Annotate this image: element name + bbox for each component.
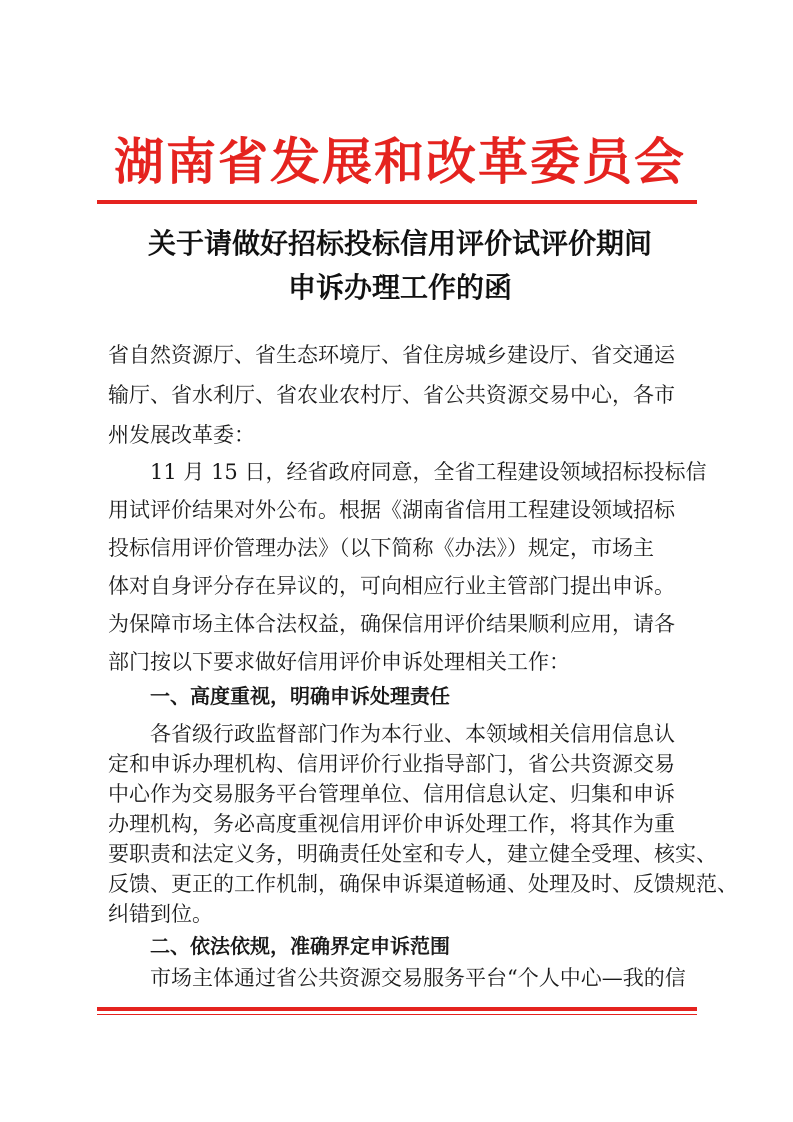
paragraph-1-line-2: 用试评价结果对外公布。根据《湖南省信用工程建设领域招标 <box>108 498 675 522</box>
footer-red-rule-thin <box>97 1014 697 1015</box>
section-heading-2: 二、依法依规，准确界定申诉范围 <box>150 934 450 958</box>
paragraph-2-line-3: 中心作为交易服务平台管理单位、信用信息认定、归集和申诉 <box>108 782 675 806</box>
paragraph-1-line-1: 11 月 15 日，经省政府同意，全省工程建设领域招标投标信 <box>150 460 707 484</box>
header-red-rule <box>97 200 697 204</box>
paragraph-2-line-4: 办理机构，务必高度重视信用评价申诉处理工作，将其作为重 <box>108 812 675 836</box>
paragraph-2-line-1: 各省级行政监督部门作为本行业、本领域相关信用信息认 <box>150 722 675 746</box>
org-header-title: 湖南省发展和改革委员会 <box>114 132 686 191</box>
paragraph-2-line-2: 定和申诉办理机构、信用评价行业指导部门，省公共资源交易 <box>108 752 675 776</box>
paragraph-2-line-6: 反馈、更正的工作机制，确保申诉渠道畅通、处理及时、反馈规范、 <box>108 872 738 896</box>
paragraph-1-line-5: 为保障市场主体合法权益，确保信用评价结果顺利应用，请各 <box>108 612 675 636</box>
document-title-line-2: 申诉办理工作的函 <box>287 271 512 304</box>
footer-red-rule <box>97 1007 697 1011</box>
paragraph-1-line-6: 部门按以下要求做好信用评价申诉处理相关工作： <box>108 650 570 674</box>
document-title-line-1: 关于请做好招标投标信用评价试评价期间 <box>147 227 652 260</box>
paragraph-3-line-1: 市场主体通过省公共资源交易服务平台“个人中心—我的信 <box>150 966 686 990</box>
paragraph-2-line-5: 要职责和法定义务，明确责任处室和专人，建立健全受理、核实、 <box>108 842 717 866</box>
recipients-line-3: 州发展改革委： <box>108 423 255 447</box>
section-heading-1: 一、高度重视，明确申诉处理责任 <box>150 684 450 708</box>
paragraph-1-line-3: 投标信用评价管理办法》（以下简称《办法》）规定，市场主 <box>108 536 654 560</box>
paragraph-2-line-7: 纠错到位。 <box>108 902 213 926</box>
recipients-line-1: 省自然资源厅、省生态环境厅、省住房城乡建设厅、省交通运 <box>108 343 675 367</box>
recipients-line-2: 输厅、省水利厅、省农业农村厅、省公共资源交易中心，各市 <box>108 383 675 407</box>
paragraph-1-line-4: 体对自身评分存在异议的，可向相应行业主管部门提出申诉。 <box>108 574 675 598</box>
